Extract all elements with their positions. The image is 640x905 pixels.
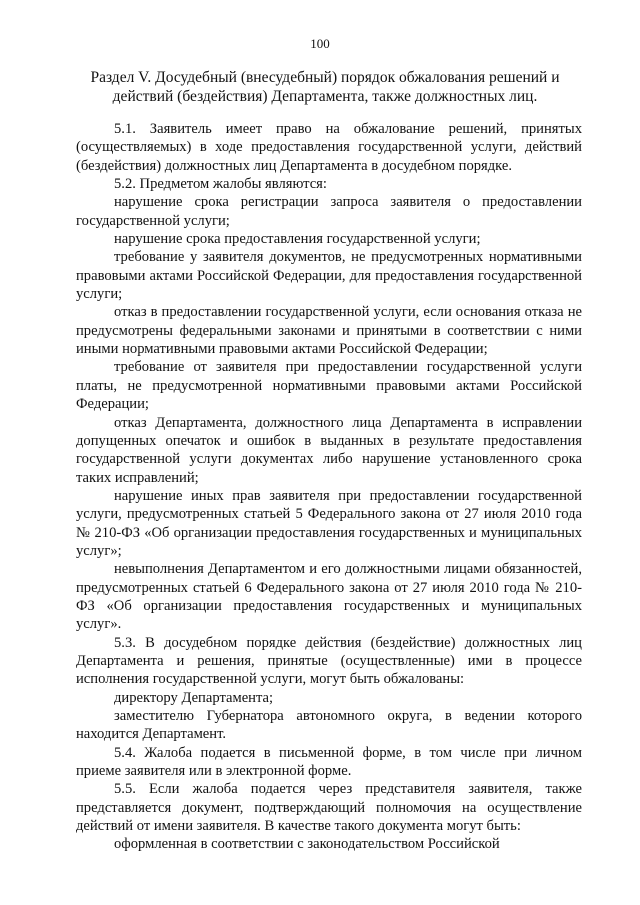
paragraph-issued-document: оформленная в соответствии с законодательством Российской xyxy=(114,836,500,853)
paragraph-correction-refusal: отказ Департамента, должностного лица Департамента в исправлении допущенных опечаток и ошибок в выданных в результате предоставления государственной услуги документах либо нарушение установленного срока таких исправлений; xyxy=(76,414,582,486)
paragraph-rights-violation: нарушение иных прав заявителя при предоставлении государственной услуги, предусмотренных статьей 5 Федерального закона от 27 июля 2010 года № 210-ФЗ «Об организации предоставления государственных и муниципальных услуг»; xyxy=(76,487,582,559)
paragraph-5-3: 5.3. В досудебном порядке действия (бездействие) должностных лиц Департамента и решения, принятые (осуществленные) ими в процессе исполнения государственной услуги, могут быть обжалованы: xyxy=(76,634,582,688)
paragraph-5-2: 5.2. Предметом жалобы являются: xyxy=(114,176,327,193)
page-number: 100 xyxy=(310,36,330,51)
paragraph-director: директору Департамента; xyxy=(114,689,274,706)
paragraph-5-1: 5.1. Заявитель имеет право на обжалование решений, принятых (осуществляемых) в ходе предоставления государственной услуги, действий (бездействия) должностных лиц Департамента в досудебном порядке. xyxy=(76,121,582,174)
paragraph-document-requirement: требование у заявителя документов, не предусмотренных нормативными правовыми актами Российской Федерации, для предоставления государственной услуги; xyxy=(76,249,582,303)
section-title: Раздел V. Досудебный (внесудебный) порядок обжалования решений и действий (бездействия) Департамента, также должностных лиц. xyxy=(90,69,560,105)
document-body xyxy=(76,120,582,854)
paragraph-fee-requirement: требование от заявителя при предоставлении государственной услуги платы, не предусмотренной нормативными правовыми актами Российской Федерации; xyxy=(76,359,582,413)
paragraph-service-deadline: нарушение срока предоставления государственной услуги; xyxy=(114,231,481,248)
paragraph-5-5: 5.5. Если жалоба подается через представителя заявителя, также представляется документ, подтверждающий полномочия на осуществление действий от имени заявителя. В качестве такого документа могут быть: xyxy=(76,781,582,835)
paragraph-deputy-governor: заместителю Губернатора автономного округа, в ведении которого находится Департамент. xyxy=(76,708,582,743)
paragraph-service-refusal: отказ в предоставлении государственной услуги, если основания отказа не предусмотрены федеральными законами и принятыми в соответствии с ними иными нормативными правовыми актами Российской Федерации; xyxy=(76,304,582,358)
paragraph-5-4: 5.4. Жалоба подается в письменной форме, в том числе при личном приеме заявителя или в электронной форме. xyxy=(76,744,582,780)
paragraph-registration-deadline: нарушение срока регистрации запроса заявителя о предоставлении государственной услуги; xyxy=(76,194,582,229)
paragraph-duties-nonperformance: невыполнения Департаментом и его должностными лицами обязанностей, предусмотренных статьей 6 Федерального закона от 27 июля 2010 года № 210-ФЗ «Об организации предоставления государственных и муниципальных услуг». xyxy=(76,561,582,633)
